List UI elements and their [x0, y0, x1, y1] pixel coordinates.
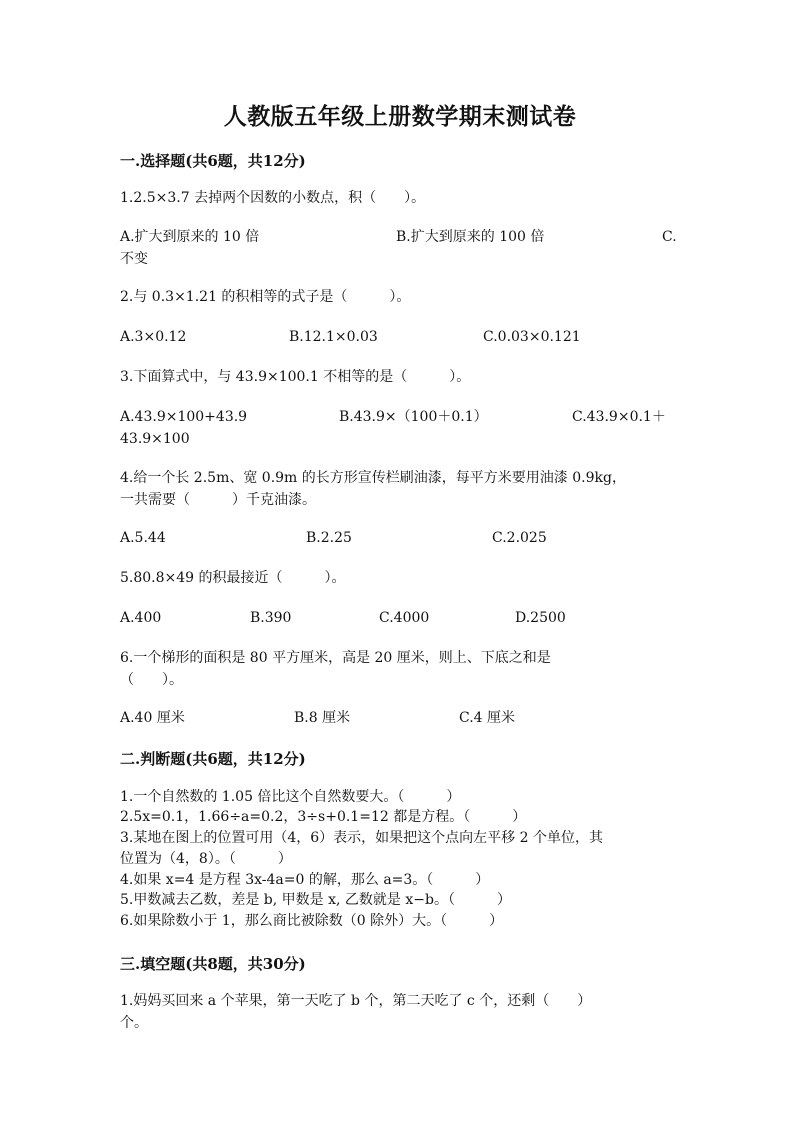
judgement-item-6: 6.如果除数小于 1，那么商比被除数（0 除外）大。（ ） — [120, 913, 504, 929]
section-heading-choice: 一.选择题(共6题，共12分) — [120, 152, 306, 170]
question-6-stem-line-1: 6.一个梯形的面积是 80 平方厘米，高是 20 厘米，则上、下底之和是 — [120, 650, 551, 666]
question-3-option-c: C.43.9×0.1＋ — [572, 409, 666, 425]
fill-in-question-1-line-2: 个。 — [120, 1015, 148, 1031]
question-3-stem: 3.下面算式中，与 43.9×100.1 不相等的是（ ）。 — [120, 369, 471, 385]
section-heading-fill-in: 三.填空题(共8题，共30分) — [120, 955, 306, 973]
question-5-option-a: A.400 — [120, 610, 162, 626]
question-6-option-b: B.8 厘米 — [294, 710, 351, 726]
question-2-option-a: A.3×0.12 — [120, 329, 187, 345]
question-6-stem-line-2: （ ）。 — [120, 672, 183, 688]
question-1-option-c-continued: 不变 — [120, 251, 148, 267]
section-heading-judgement: 二.判断题(共6题，共12分) — [120, 750, 306, 768]
question-3-option-c-continued: 43.9×100 — [120, 431, 190, 447]
question-2-option-b: B.12.1×0.03 — [289, 329, 378, 345]
judgement-item-4: 4.如果 x=4 是方程 3x-4a=0 的解，那么 a=3。（ ） — [120, 872, 490, 888]
question-1-option-a: A.扩大到原来的 10 倍 — [120, 229, 260, 245]
question-5-option-b: B.390 — [250, 610, 292, 626]
question-6-option-a: A.40 厘米 — [120, 710, 185, 726]
question-1-stem: 1.2.5×3.7 去掉两个因数的小数点，积（ ）。 — [120, 190, 426, 206]
page-title: 人教版五年级上册数学期末测试卷 — [223, 103, 577, 130]
question-1-option-b: B.扩大到原来的 100 倍 — [396, 229, 545, 245]
judgement-item-5: 5.甲数减去乙数，差是 b, 甲数是 x, 乙数就是 x−b。（ ） — [120, 892, 511, 908]
judgement-item-3-line-2: 位置为（4，8）。（ ） — [120, 851, 292, 867]
question-2-stem: 2.与 0.3×1.21 的积相等的式子是（ ）。 — [120, 289, 411, 305]
question-5-stem: 5.80.8×49 的积最接近（ ）。 — [120, 570, 346, 586]
question-2-option-c: C.0.03×0.121 — [483, 329, 581, 345]
question-3-option-a: A.43.9×100+43.9 — [120, 409, 248, 425]
judgement-item-3-line-1: 3.某地在图上的位置可用（4，6）表示，如果把这个点向左平移 2 个单位，其 — [120, 830, 603, 846]
question-6-option-c: C.4 厘米 — [459, 710, 516, 726]
question-4-stem-line-2: 一共需要（ ）千克油漆。 — [120, 492, 316, 508]
question-5-option-d: D.2500 — [515, 610, 566, 626]
question-4-option-a: A.5.44 — [120, 530, 166, 546]
question-3-option-b: B.43.9×（100＋0.1） — [339, 409, 488, 425]
question-4-option-c: C.2.025 — [492, 530, 547, 546]
judgement-item-1: 1.一个自然数的 1.05 倍比这个自然数要大。（ ） — [120, 789, 461, 805]
question-4-option-b: B.2.25 — [306, 530, 352, 546]
question-1-option-c: C. — [662, 229, 677, 245]
judgement-item-2: 2.5x=0.1，1.66÷a=0.2，3÷s+0.1=12 都是方程。（ ） — [120, 809, 527, 825]
fill-in-question-1-line-1: 1.妈妈买回来 a 个苹果，第一天吃了 b 个，第二天吃了 c 个，还剩（ ） — [120, 993, 592, 1009]
question-5-option-c: C.4000 — [379, 610, 430, 626]
question-4-stem-line-1: 4.给一个长 2.5m、宽 0.9m 的长方形宣传栏刷油漆，每平方米要用油漆 0.9kg， — [120, 470, 626, 486]
